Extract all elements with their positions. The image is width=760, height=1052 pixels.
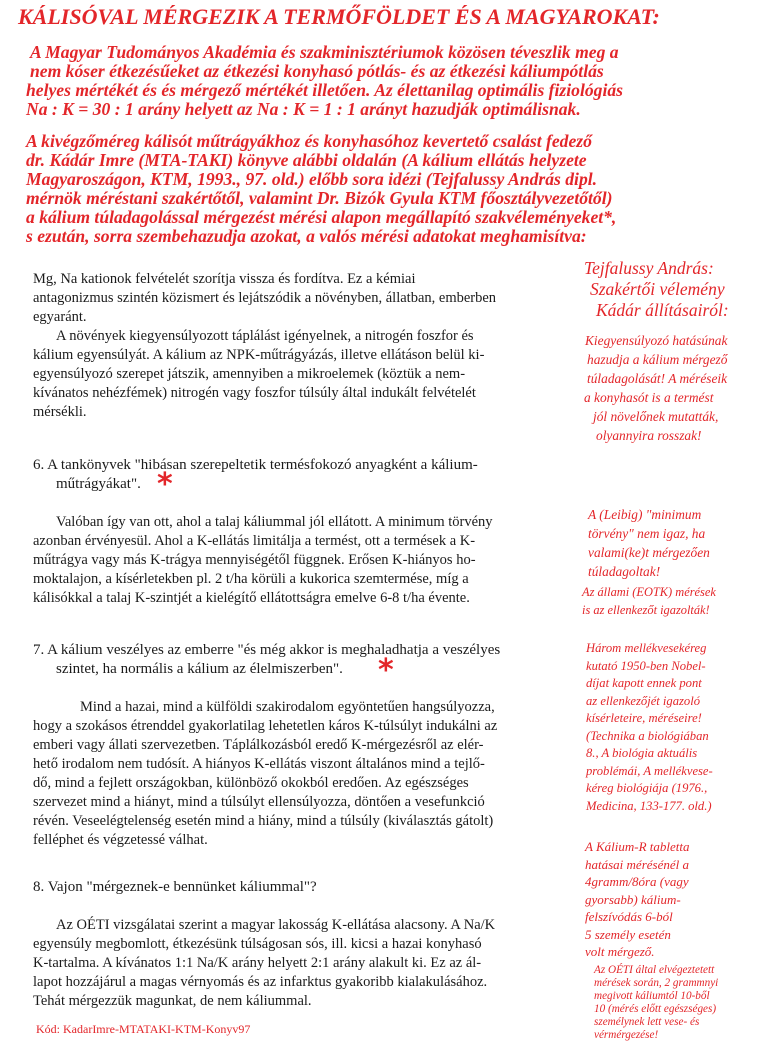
side-note-5: hatásai mérésénél a xyxy=(585,856,689,872)
side-note-2: valami(ke)t mérgezően xyxy=(588,545,710,560)
side-note-4: az ellenkezőjét igazoló xyxy=(586,693,701,708)
side-note-4: kísérleteire, méréseire! xyxy=(586,711,702,725)
intro1-line: Na : K = 30 : 1 arány helyett az Na : K = 1 : 1 arányt hazudják optimálisnak. xyxy=(26,99,581,119)
side-note-6: vérmérgezése! xyxy=(594,1029,659,1041)
side-note-5: 4gramm/8óra (vagy xyxy=(585,874,689,889)
intro2-line: A kivégzőméreg kálisót műtrágyákhoz és konyhasóhoz kevertető csalást fedező xyxy=(26,131,592,151)
side-note-4: kéreg biológiája (1976., xyxy=(586,781,708,795)
side-note-4: díjat kapott ennek pont xyxy=(586,676,702,690)
side-note-3: Az állami (EOTK) mérések xyxy=(582,585,716,599)
book-answer-8-line: K-tartalma. A kívánatos 1:1 Na/K arány helyett 2:1 arány alakult ki. Ez az ál- xyxy=(33,955,482,971)
side-note-4: kutató 1950-ben Nobel- xyxy=(586,658,706,673)
intro2-line: dr. Kádár Imre (MTA-TAKI) könyve alábbi oldalán (A kálium ellátás helyzete xyxy=(26,150,587,170)
book-answer-6-line: műtrágya vagy más K-trágya mennyiségétől függnek. Erősen K-hiányos ho- xyxy=(33,552,476,568)
side-note-1: hazudja a kálium mérgező xyxy=(587,352,728,367)
asterisk-mark: * xyxy=(378,653,394,688)
side-note-4: 8., A biológia aktuális xyxy=(586,746,698,760)
book-answer-8-line: egyensúly megbomlott, étkezésünk túlságosan sós, ill. kicsi a hazai konyhasó xyxy=(33,936,482,952)
side-note-2: túladagoltak! xyxy=(588,564,661,579)
side-note-1: a konyhasót is a termést xyxy=(584,390,714,405)
book-answer-8-line: lapot hozzájárul a magas vérnyomás és az infarktus gyakoribb kialakulásához. xyxy=(33,974,488,990)
book-answer-6-line: Valóban így van ott, ahol a talaj káliummal jól ellátott. A minimum törvény xyxy=(56,514,493,530)
side-note-5: felszívódás 6-ból xyxy=(585,909,673,924)
intro2-line: s ezután, sorra szembehazudja azokat, a valós mérési adatokat meghamisítva: xyxy=(26,226,587,246)
side-note-2: törvény" nem igaz, ha xyxy=(588,526,706,541)
book-para1-line: antagonizmus szintén közismert és lejátszódik a növényben, állatban, emberben xyxy=(33,290,497,306)
book-answer-7-line: Mind a hazai, mind a külföldi szakirodalom egyöntetűen hangsúlyozza, xyxy=(80,699,495,715)
side-note-4: Medicina, 133-177. old.) xyxy=(586,798,712,813)
intro1-line: A Magyar Tudományos Akadémia és szakminisztériumok közösen téveszlik meg a xyxy=(30,42,619,62)
book-answer-7-line: hogy a szokásos étrenddel gyakorlatilag lehetetlen káros K-túlsúlyt indukálni az xyxy=(33,718,498,734)
book-para1-line: kívánatos nehézfémek) nitrogén vagy foszfor túlsúly által indukált felvételét xyxy=(33,385,476,401)
side-note-6: megivott káliumtól 10-ből xyxy=(594,990,710,1002)
side-note-5: gyorsabb) kálium- xyxy=(585,891,681,907)
book-para1-line: mérsékli. xyxy=(33,404,87,420)
side-note-6: személynek lett vese- és xyxy=(594,1016,700,1028)
book-para1-line: egyaránt. xyxy=(33,309,87,325)
book-answer-7-line: felléphet és végzetessé válhat. xyxy=(33,832,208,848)
book-question-7: szintet, ha normális a kálium az élelmiszerben". xyxy=(56,661,343,677)
book-para1-line: A növények kiegyensúlyozott táplálást igényelnek, a nitrogén foszfor és xyxy=(56,328,474,344)
book-question-6: műtrágyákat". xyxy=(56,476,141,492)
side-header: Tejfalussy András: xyxy=(584,258,714,278)
side-note-4: (Technika a biológiában xyxy=(586,728,709,743)
book-answer-7-line: révén. Veseelégtelenség esetén mind a hiány, mind a túlsúly (kiválasztás gátolt) xyxy=(33,813,494,829)
side-note-3: is az ellenkezőt igazolták! xyxy=(582,603,710,617)
book-answer-6-line: azonban érvényesül. Ahol a K-ellátás limitálja a termést, ott a termések a K- xyxy=(33,533,476,549)
side-note-1: jól növelőnek mutatták, xyxy=(593,409,719,424)
book-answer-7-line: emberi vagy állati szervezetben. Táplálkozásból eredő K-mérgezésről az elér- xyxy=(33,737,484,753)
book-para1-line: Mg, Na kationok felvételét szorítja vissza és fordítva. Ez a kémiai xyxy=(33,271,416,287)
intro2-line: a kálium túladagolással mérgezést mérési alapon megállapító szakvéleményeket*, xyxy=(26,207,617,227)
side-note-1: Kiegyensúlyozó hatásúnak xyxy=(585,333,728,348)
side-note-1: túladagolását! A méréseik xyxy=(587,371,728,386)
book-para1-line: egyensúlyozó szerepet játszik, amennyiben a mikroelemek (köztük a nem- xyxy=(33,366,466,382)
side-note-4: Három mellékvesekéreg xyxy=(586,641,707,655)
book-question-6: 6. A tankönyvek "hibásan szerepeltetik termésfokozó anyagként a kálium- xyxy=(33,457,478,473)
page-title: KÁLISÓVAL MÉRGEZIK A TERMŐFÖLDET ÉS A MAGYAROKAT: xyxy=(18,4,660,29)
side-note-5: volt mérgező. xyxy=(585,944,655,959)
intro1-line: helyes mértékét és és mérgező mértékét illetően. Az élettanilag optimális fiziológiás xyxy=(26,80,623,100)
book-question-8: 8. Vajon "mérgeznek-e bennünket káliummal"? xyxy=(33,879,317,895)
intro2-line: mérnök méréstani szakértőtől, valamint Dr. Bizók Gyula KTM főosztályvezetőtől) xyxy=(26,188,613,208)
intro2-line: Magyaroszágon, KTM, 1993., 97. old.) előbb sora idézi (Tejfalussy András dipl. xyxy=(26,169,598,189)
book-para1-line: kálium egyensúlyát. A kálium az NPK-műtrágyázás, illetve ellátáson belül ki- xyxy=(33,347,485,363)
asterisk-mark: * xyxy=(157,467,173,502)
book-answer-7-line: hető irodalom nem tudósít. A hiányos K-ellátás viszont általános mind a tejlő- xyxy=(33,756,485,772)
side-note-6: 10 (mérés előtt egészséges) xyxy=(594,1003,717,1015)
book-answer-6-line: kálisókkal a talaj K-szintjét a kielégítő ellátottságra emelve 6-8 t/ha évente. xyxy=(33,590,470,606)
intro1-line: nem kóser étkezésűeket az étkezési konyhasó pótlás- és az étkezési káliumpótlás xyxy=(30,61,604,81)
book-answer-7-line: dő, mind a fejlett országokban, különböző okokból eredően. Az egészséges xyxy=(33,775,469,791)
book-answer-7-line: szervezet mind a hiányt, mind a túlsúlyt ellensúlyozza, döntően a vesefunkció xyxy=(33,794,485,810)
side-note-6: Az OÉTI által elvégeztetett xyxy=(594,964,715,976)
footer-code: Kód: KadarImre-MTATAKI-KTM-Konyv97 xyxy=(36,1022,251,1036)
book-question-7: 7. A kálium veszélyes az emberre "és még akkor is meghaladhatja a veszélyes xyxy=(33,642,501,658)
side-note-6: mérések során, 2 grammnyi xyxy=(594,977,719,989)
side-header: Kádár állításairól: xyxy=(596,300,729,320)
side-note-1: olyannyira rosszak! xyxy=(596,428,702,443)
book-answer-8-line: Tehát mérgezzük magunkat, de nem káliummal. xyxy=(33,993,312,1009)
side-note-5: A Kálium-R tabletta xyxy=(585,839,690,854)
book-answer-6-line: moktalajon, a kísérletekben pl. 2 t/ha körüli a kukorica szemtermése, míg a xyxy=(33,571,469,587)
side-note-5: 5 személy esetén xyxy=(585,926,671,942)
side-note-4: problémái, A mellékvese- xyxy=(586,763,713,778)
book-answer-8-line: Az OÉTI vizsgálatai szerint a magyar lakosság K-ellátása alacsony. A Na/K xyxy=(56,917,496,933)
side-header: Szakértői vélemény xyxy=(590,279,725,299)
side-note-2: A (Leibig) "minimum xyxy=(588,507,702,522)
